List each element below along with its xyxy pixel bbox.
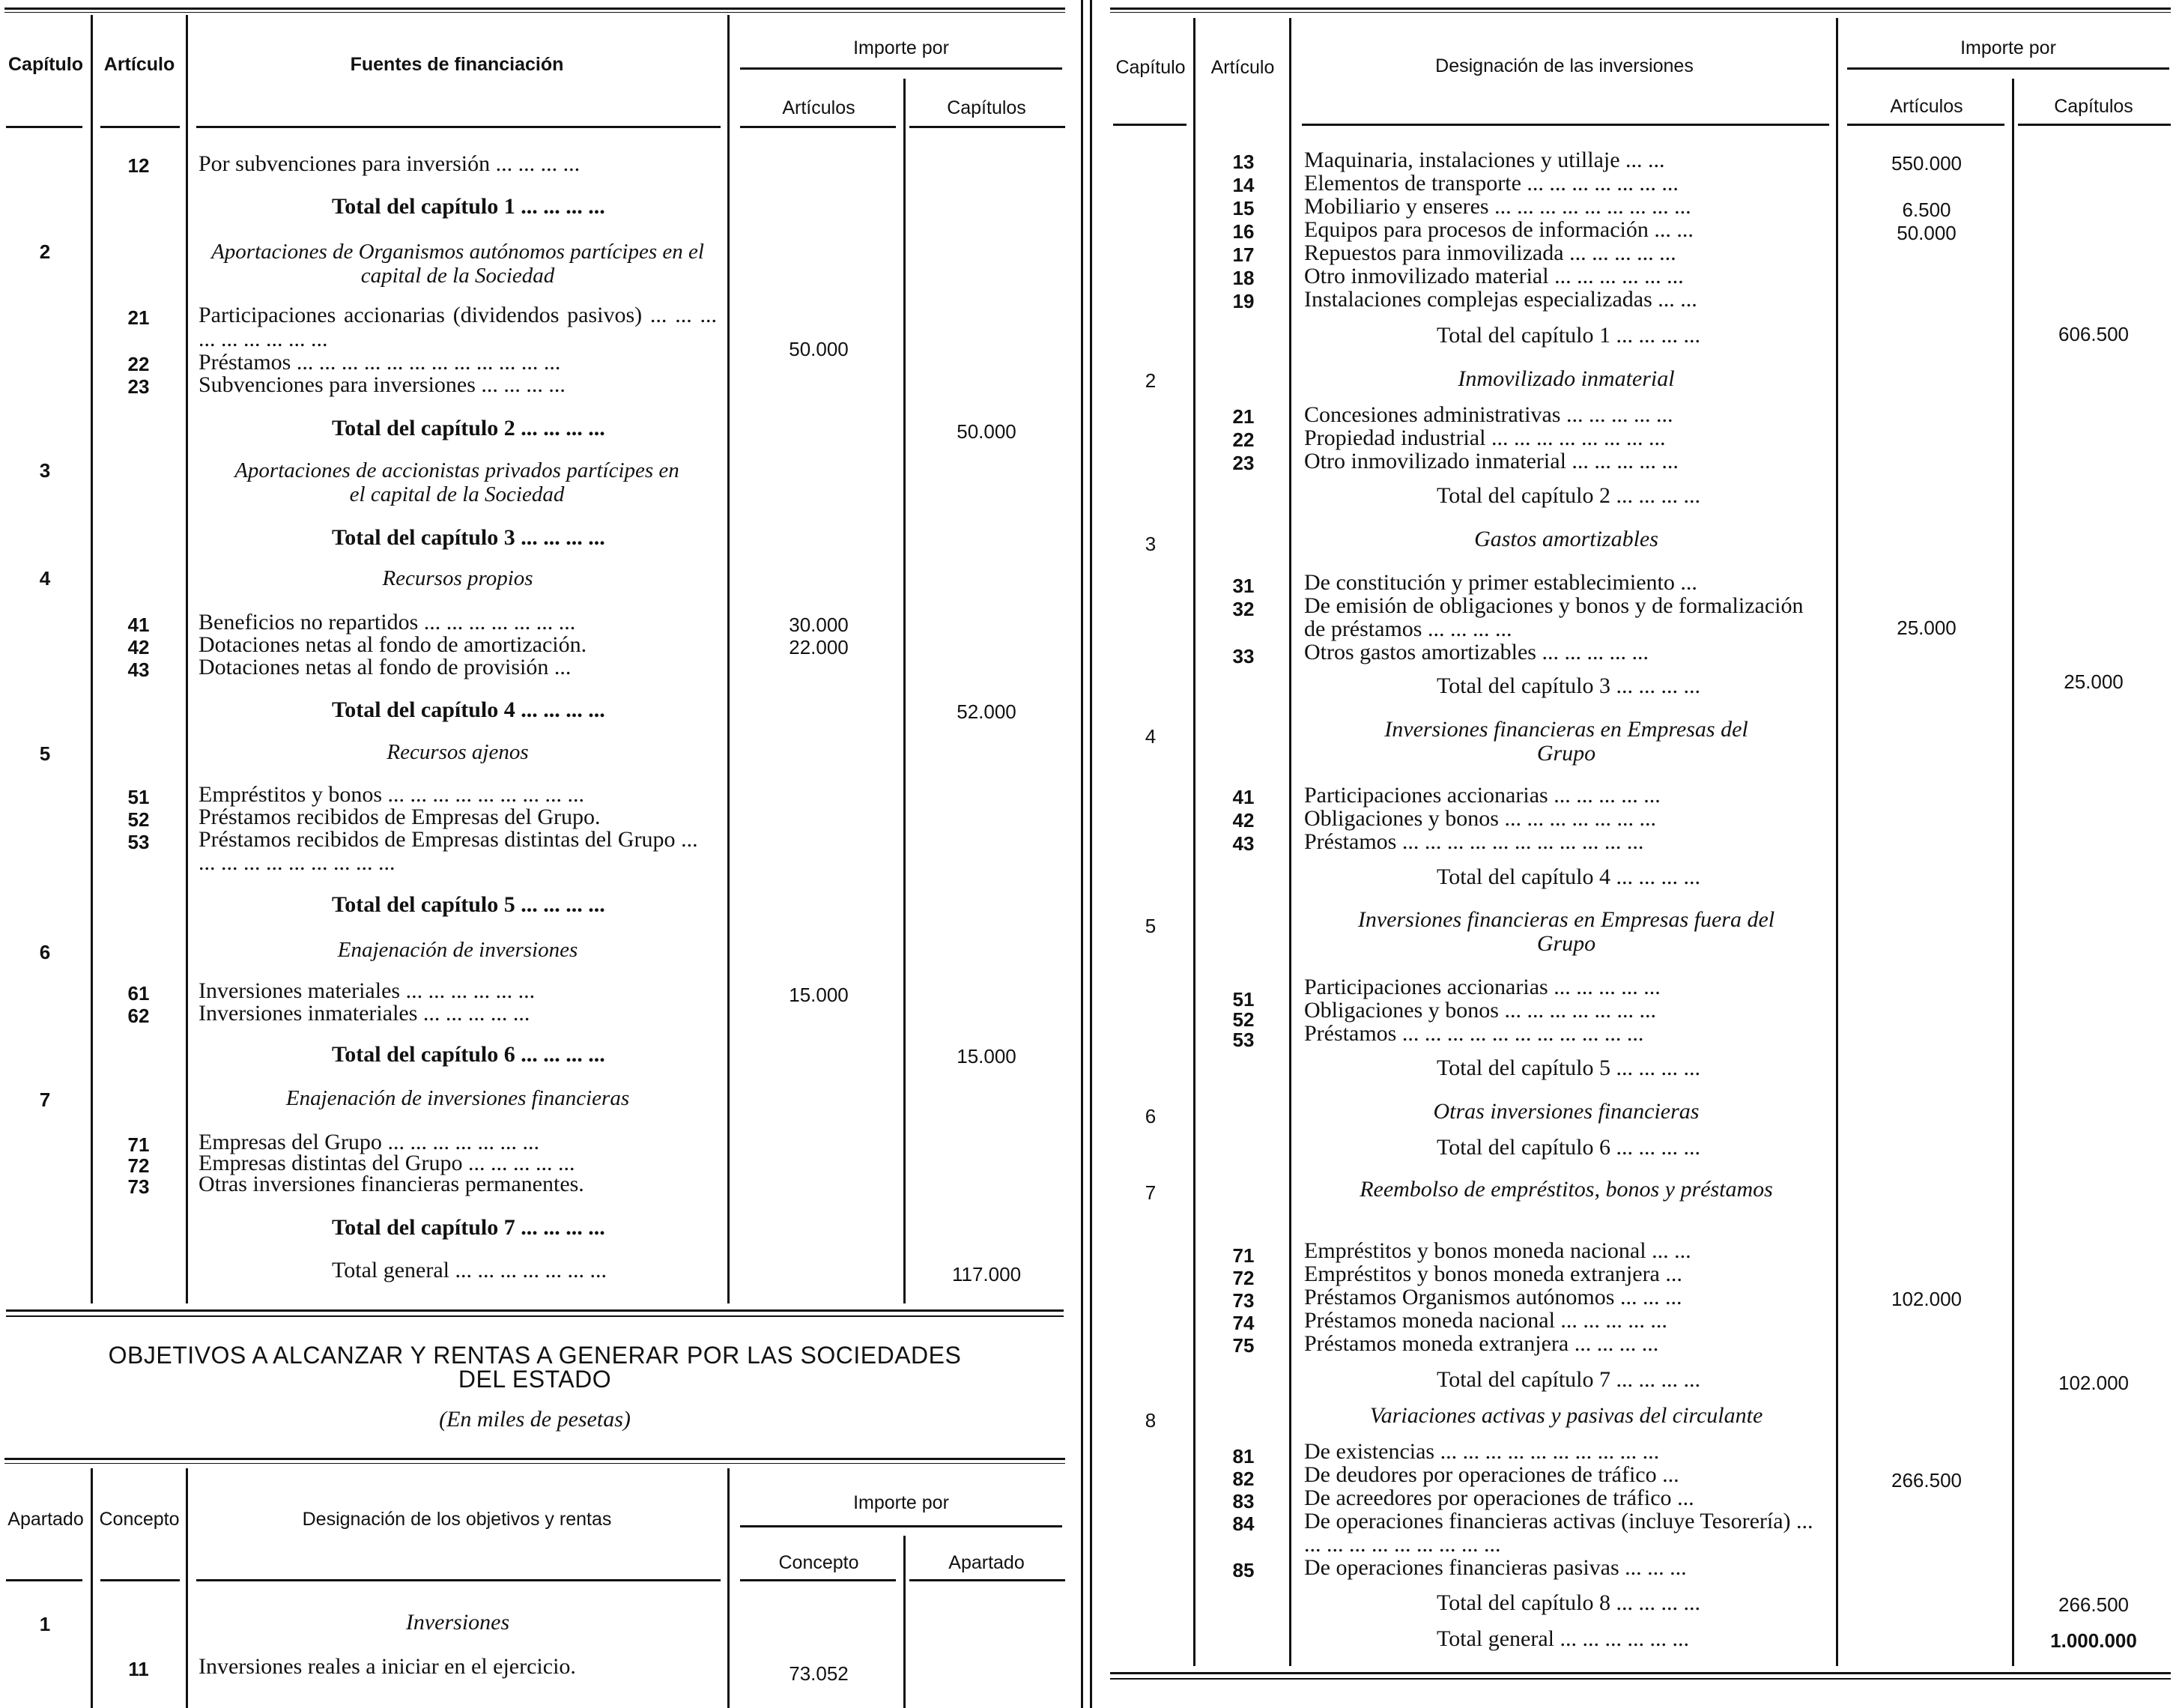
capitulo-number: 6 — [39, 941, 51, 963]
importe-capitulo: 1.000.000 — [2050, 1629, 2137, 1652]
capitulo-number: 3 — [1145, 533, 1157, 555]
row-text: Préstamos ... ... ... ... ... ... ... ... ... ... ... — [1304, 1021, 1644, 1046]
total-line: Total del capítulo 6 ... ... ... ... — [1437, 1135, 1701, 1160]
total-line: Total del capítulo 2 ... ... ... ... — [1437, 483, 1701, 508]
importe-capitulo: 266.500 — [2058, 1593, 2129, 1616]
inversiones-table — [1106, 0, 2173, 1708]
col-line — [186, 15, 188, 1303]
importe-capitulo: 50.000 — [957, 420, 1016, 443]
header-apartado: Apartado — [7, 1509, 84, 1530]
row-text: Préstamos Organismos autónomos ... ... ... — [1304, 1285, 1682, 1309]
articulo-number: 43 — [127, 658, 150, 681]
header-importe-por: Importe por — [853, 1492, 949, 1513]
header-rule — [1302, 124, 1829, 126]
header-rule — [100, 1579, 180, 1581]
row-text: Empréstitos y bonos ... ... ... ... ... ... ... ... ... — [198, 782, 584, 807]
header-rule — [2018, 124, 2171, 126]
total-line: Total del capítulo 5 ... ... ... ... — [332, 892, 605, 917]
row-text: Inversiones reales a iniciar en el ejercicio. — [198, 1654, 576, 1679]
row-text: Participaciones accionarias (dividendos pasivos) ... ... ... ... ... ... ... ... ... — [198, 303, 717, 351]
table-top-rule — [1110, 12, 2171, 13]
header-importe-por: Importe por — [1960, 37, 2056, 58]
articulo-number: 41 — [127, 614, 150, 636]
articulo-number: 13 — [1232, 151, 1255, 173]
chapter-heading: Aportaciones de Organismos autónomos partícipes en el capital de la Sociedad — [211, 240, 704, 288]
capitulo-number: 7 — [39, 1088, 51, 1111]
articulo-number: 42 — [1232, 809, 1255, 832]
articulo-number: 75 — [1232, 1334, 1255, 1357]
articulo-number: 31 — [1232, 575, 1255, 597]
col-line — [727, 1468, 730, 1708]
row-text: Empréstitos y bonos moneda nacional ... ... — [1304, 1238, 1691, 1263]
table-bottom-rule — [1110, 1678, 2171, 1680]
row-text: Elementos de transporte ... ... ... ... ... ... ... — [1304, 171, 1679, 196]
header-rule — [196, 126, 721, 128]
total-line: Total del capítulo 7 ... ... ... ... — [1437, 1367, 1701, 1392]
articulo-number: 15 — [1232, 197, 1255, 219]
importe-articulo: 50.000 — [789, 338, 849, 360]
header-sub-rule — [740, 1525, 1062, 1527]
row-text: Por subvenciones para inversión ... ... ... ... — [198, 151, 581, 176]
section-subtitle: (En miles de pesetas) — [439, 1407, 631, 1432]
chapter-heading: Reembolso de empréstitos, bonos y préstamos — [1360, 1177, 1773, 1202]
section-title: OBJETIVOS A ALCANZAR Y RENTAS A GENERAR POR LAS SOCIEDADES — [108, 1342, 962, 1369]
chapter-heading: Variaciones activas y pasivas del circulante — [1369, 1403, 1763, 1428]
importe-capitulo: 102.000 — [2058, 1372, 2129, 1394]
row-text: Préstamos moneda extranjera ... ... ... ... — [1304, 1331, 1659, 1356]
header-designacion: Designación de los objetivos y rentas — [302, 1509, 612, 1530]
importe-capitulo: 117.000 — [951, 1263, 1022, 1285]
capitulo-number: 5 — [1145, 915, 1157, 937]
importe-concepto: 73.052 — [789, 1662, 849, 1685]
articulo-number: 41 — [1232, 786, 1255, 808]
row-text: Propiedad industrial ... ... ... ... ... ... ... ... — [1304, 426, 1666, 450]
row-text: Instalaciones complejas especializadas ... ... — [1304, 287, 1697, 312]
chapter-heading: Otras inversiones financieras — [1433, 1099, 1700, 1124]
chapter-heading: Gastos amortizables — [1474, 527, 1658, 551]
articulo-number: 16 — [1232, 220, 1255, 243]
importe-articulo: 550.000 — [1891, 152, 1962, 175]
col-line — [1836, 18, 1838, 1666]
section-title: DEL ESTADO — [458, 1366, 612, 1393]
capitulo-number: 2 — [1145, 369, 1157, 392]
importe-articulo: 30.000 — [789, 614, 849, 636]
articulo-number: 42 — [127, 636, 150, 658]
row-text: De existencias ... ... ... ... ... ... ... ... ... ... — [1304, 1439, 1660, 1464]
header-rule — [196, 1579, 721, 1581]
header-designacion: Designación de las inversiones — [1435, 55, 1694, 76]
articulo-number: 19 — [1232, 290, 1255, 312]
col-line — [2012, 79, 2014, 1666]
header-rule — [909, 126, 1065, 128]
articulo-number: 81 — [1232, 1445, 1255, 1468]
chapter-heading: Inmovilizado inmaterial — [1458, 366, 1675, 391]
articulo-number: 51 — [127, 786, 150, 808]
row-text: Concesiones administrativas ... ... ... ... ... — [1304, 402, 1673, 427]
chapter-heading: Recursos propios — [382, 566, 533, 590]
capitulo-number: 5 — [39, 742, 51, 765]
articulo-number: 51 — [1232, 988, 1255, 1011]
articulo-number: 12 — [127, 154, 150, 177]
articulo-number: 82 — [1232, 1468, 1255, 1490]
articulo-number: 84 — [1232, 1512, 1255, 1535]
column-separator — [1090, 0, 1092, 1708]
articulo-number: 21 — [127, 306, 150, 329]
row-text: Mobiliario y enseres ... ... ... ... ... ... ... ... ... — [1304, 194, 1691, 219]
capitulo-number: 7 — [1145, 1181, 1157, 1204]
articulo-number: 14 — [1232, 174, 1255, 196]
row-text: Empresas distintas del Grupo ... ... ... ... ... — [198, 1151, 575, 1175]
row-text: Préstamos recibidos de Empresas del Grupo. — [198, 805, 601, 829]
articulo-number: 85 — [1232, 1559, 1255, 1581]
table-top-rule — [4, 1463, 1065, 1464]
header-rule — [909, 1579, 1065, 1581]
row-text: Obligaciones y bonos ... ... ... ... ... ... ... — [1304, 998, 1656, 1023]
importe-articulo: 22.000 — [789, 636, 849, 658]
row-text: Préstamos ... ... ... ... ... ... ... ... ... ... ... — [1304, 829, 1644, 854]
concepto-number: 11 — [128, 1658, 149, 1680]
row-text: Participaciones accionarias ... ... ... ... ... — [1304, 783, 1661, 808]
header-articulo: Artículo — [1210, 57, 1275, 78]
fuentes-financiacion-table — [0, 0, 1070, 1318]
header-articulos: Artículos — [1890, 96, 1963, 117]
header-col-concepto: Concepto — [778, 1552, 859, 1573]
chapter-heading: Aportaciones de accionistas privados partícipes en el capital de la Sociedad — [234, 458, 679, 506]
total-line: Total del capítulo 8 ... ... ... ... — [1437, 1590, 1701, 1615]
importe-capitulo: 25.000 — [2064, 670, 2124, 693]
table-bottom-rule — [1110, 1672, 2171, 1674]
articulo-number: 71 — [127, 1133, 150, 1156]
importe-capitulo: 15.000 — [957, 1045, 1016, 1068]
articulo-number: 72 — [1232, 1267, 1255, 1289]
header-capitulos: Capítulos — [947, 97, 1026, 118]
header-capitulo: Capítulo — [8, 54, 83, 75]
table-top-rule — [4, 12, 1065, 13]
row-text: Maquinaria, instalaciones y utillaje ... ... — [1304, 148, 1665, 172]
row-text: Obligaciones y bonos ... ... ... ... ... ... ... — [1304, 806, 1656, 831]
importe-articulo: 6.500 — [1902, 199, 1951, 221]
row-text: De operaciones financieras activas (incluye Tesorería) ... ... ... ... ... ... ... ... ... ... — [1304, 1509, 1813, 1557]
header-rule — [740, 126, 896, 128]
importe-articulo: 102.000 — [1891, 1288, 1962, 1310]
right-column — [1106, 0, 2173, 1708]
table-bottom-rule — [6, 1309, 1064, 1312]
articulo-number: 52 — [1232, 1008, 1255, 1031]
total-line: Total del capítulo 2 ... ... ... ... — [332, 416, 605, 440]
row-text: De emisión de obligaciones y bonos y de formalización de préstamos ... ... ... ... — [1304, 593, 1804, 641]
articulo-number: 62 — [127, 1005, 150, 1027]
header-concepto: Concepto — [99, 1509, 180, 1530]
objetivos-table — [0, 1453, 1070, 1708]
header-importe-por: Importe por — [853, 37, 949, 58]
col-line — [903, 79, 906, 1303]
table-top-rule — [1110, 7, 2171, 10]
capitulo-number: 4 — [39, 567, 51, 590]
articulo-number: 21 — [1232, 405, 1255, 428]
articulo-number: 72 — [127, 1154, 150, 1177]
total-line: Total del capítulo 1 ... ... ... ... — [332, 194, 605, 219]
row-text: Otros gastos amortizables ... ... ... ... ... — [1304, 640, 1649, 664]
chapter-heading: Inversiones financieras en Empresas fuera del Grupo — [1357, 907, 1775, 956]
row-text: Beneficios no repartidos ... ... ... ... ... ... ... — [198, 610, 576, 635]
row-text: Otro inmovilizado inmaterial ... ... ... ... ... — [1304, 449, 1679, 473]
total-line: Total del capítulo 4 ... ... ... ... — [332, 697, 605, 722]
header-rule — [100, 126, 180, 128]
row-text: Préstamos moneda nacional ... ... ... ... ... — [1304, 1308, 1667, 1333]
total-line: Total del capítulo 7 ... ... ... ... — [332, 1215, 605, 1240]
chapter-heading: Recursos ajenos — [387, 740, 529, 764]
capitulo-number: 6 — [1145, 1105, 1157, 1127]
articulo-number: 33 — [1232, 645, 1255, 667]
column-separator — [1081, 0, 1083, 1708]
articulo-number: 53 — [1232, 1029, 1255, 1051]
col-line — [91, 15, 93, 1303]
capitulo-number: 2 — [39, 240, 51, 263]
row-text: Equipos para procesos de información ... ... — [1304, 217, 1694, 242]
row-text: Inversiones inmateriales ... ... ... ... ... — [198, 1001, 530, 1026]
articulo-number: 18 — [1232, 267, 1255, 289]
total-line: Total del capítulo 3 ... ... ... ... — [332, 525, 605, 550]
apartado-number: 1 — [39, 1613, 51, 1635]
row-text: De operaciones financieras pasivas ... ... ... — [1304, 1555, 1687, 1580]
header-articulo: Artículo — [103, 54, 175, 75]
header-rule — [6, 1579, 82, 1581]
total-general-line: Total general ... ... ... ... ... ... — [1437, 1626, 1689, 1651]
total-line: Total del capítulo 6 ... ... ... ... — [332, 1042, 605, 1067]
col-line — [1289, 18, 1291, 1666]
capitulo-number: 3 — [39, 459, 51, 482]
header-sub-rule — [1847, 67, 2169, 70]
table-top-rule — [4, 7, 1065, 10]
row-text: Inversiones materiales ... ... ... ... ... ... — [198, 978, 536, 1003]
header-rule — [1113, 124, 1186, 126]
importe-capitulo: 52.000 — [957, 700, 1016, 723]
row-text: Repuestos para inmovilizada ... ... ... ... ... — [1304, 240, 1676, 265]
row-text: Dotaciones netas al fondo de amortización. — [198, 632, 587, 657]
header-rule — [740, 1579, 896, 1581]
articulo-number: 43 — [1232, 832, 1255, 855]
chapter-heading: Enajenación de inversiones — [337, 938, 578, 962]
importe-articulo: 266.500 — [1891, 1469, 1962, 1492]
articulo-number: 53 — [127, 831, 150, 853]
col-line — [903, 1536, 906, 1708]
articulo-number: 17 — [1232, 243, 1255, 266]
total-line: Total del capítulo 3 ... ... ... ... — [1437, 673, 1701, 698]
capitulo-number: 8 — [1145, 1409, 1157, 1432]
row-text: Otras inversiones financieras permanentes. — [198, 1172, 584, 1196]
articulo-number: 71 — [1232, 1244, 1255, 1267]
articulo-number: 23 — [127, 375, 150, 398]
header-capitulos: Capítulos — [2054, 96, 2133, 117]
row-text: Préstamos recibidos de Empresas distintas del Grupo ... ... ... ... ... ... ... ... ... ... — [198, 827, 698, 875]
row-text: Empresas del Grupo ... ... ... ... ... ... ... — [198, 1130, 539, 1154]
header-fuentes: Fuentes de financiación — [350, 54, 564, 75]
total-general-line: Total general ... ... ... ... ... ... ... — [332, 1258, 607, 1282]
articulo-number: 73 — [1232, 1289, 1255, 1312]
header-col-apartado: Apartado — [948, 1552, 1025, 1573]
articulo-number: 73 — [127, 1175, 150, 1198]
articulo-number: 22 — [127, 353, 150, 375]
articulo-number: 52 — [127, 808, 150, 831]
articulo-number: 61 — [127, 982, 150, 1005]
row-text: Participaciones accionarias ... ... ... ... ... — [1304, 975, 1661, 999]
header-articulos: Artículos — [782, 97, 855, 118]
capitulo-number: 4 — [1145, 725, 1157, 748]
importe-articulo: 25.000 — [1897, 617, 1957, 639]
row-text: Dotaciones netas al fondo de provisión ... — [198, 655, 572, 679]
col-line — [186, 1468, 188, 1708]
chapter-heading: Inversiones financieras en Empresas del Grupo — [1384, 717, 1748, 766]
col-line — [727, 15, 730, 1303]
row-text: De constitución y primer establecimiento ... — [1304, 570, 1697, 595]
apartado-heading: Inversiones — [405, 1610, 510, 1635]
col-line — [91, 1468, 93, 1708]
articulo-number: 32 — [1232, 598, 1255, 620]
importe-capitulo: 606.500 — [2058, 323, 2129, 345]
row-text: Otro inmovilizado material ... ... ... ... ... ... — [1304, 264, 1684, 288]
header-capitulo: Capítulo — [1115, 57, 1186, 78]
articulo-number: 83 — [1232, 1490, 1255, 1512]
row-text: Empréstitos y bonos moneda extranjera ... — [1304, 1262, 1682, 1286]
importe-articulo: 15.000 — [789, 984, 849, 1006]
articulo-number: 23 — [1232, 452, 1255, 474]
chapter-heading: Enajenación de inversiones financieras — [285, 1086, 630, 1110]
row-text: De deudores por operaciones de tráfico ... — [1304, 1462, 1679, 1487]
table-bottom-rule — [6, 1315, 1064, 1317]
header-rule — [6, 126, 82, 128]
articulo-number: 22 — [1232, 428, 1255, 451]
left-column — [0, 0, 1070, 1708]
total-line: Total del capítulo 5 ... ... ... ... — [1437, 1056, 1701, 1080]
articulo-number: 74 — [1232, 1312, 1255, 1334]
header-sub-rule — [740, 67, 1062, 70]
row-text: De acreedores por operaciones de tráfico ... — [1304, 1486, 1694, 1510]
col-line — [1193, 18, 1195, 1666]
row-text: Préstamos ... ... ... ... ... ... ... ... ... ... ... ... — [198, 350, 561, 375]
importe-articulo: 50.000 — [1897, 222, 1957, 244]
row-text: Subvenciones para inversiones ... ... ... ... — [198, 372, 566, 397]
total-line: Total del capítulo 1 ... ... ... ... — [1437, 323, 1701, 348]
header-rule — [1847, 124, 2004, 126]
table-top-rule — [4, 1458, 1065, 1460]
total-line: Total del capítulo 4 ... ... ... ... — [1437, 864, 1701, 889]
